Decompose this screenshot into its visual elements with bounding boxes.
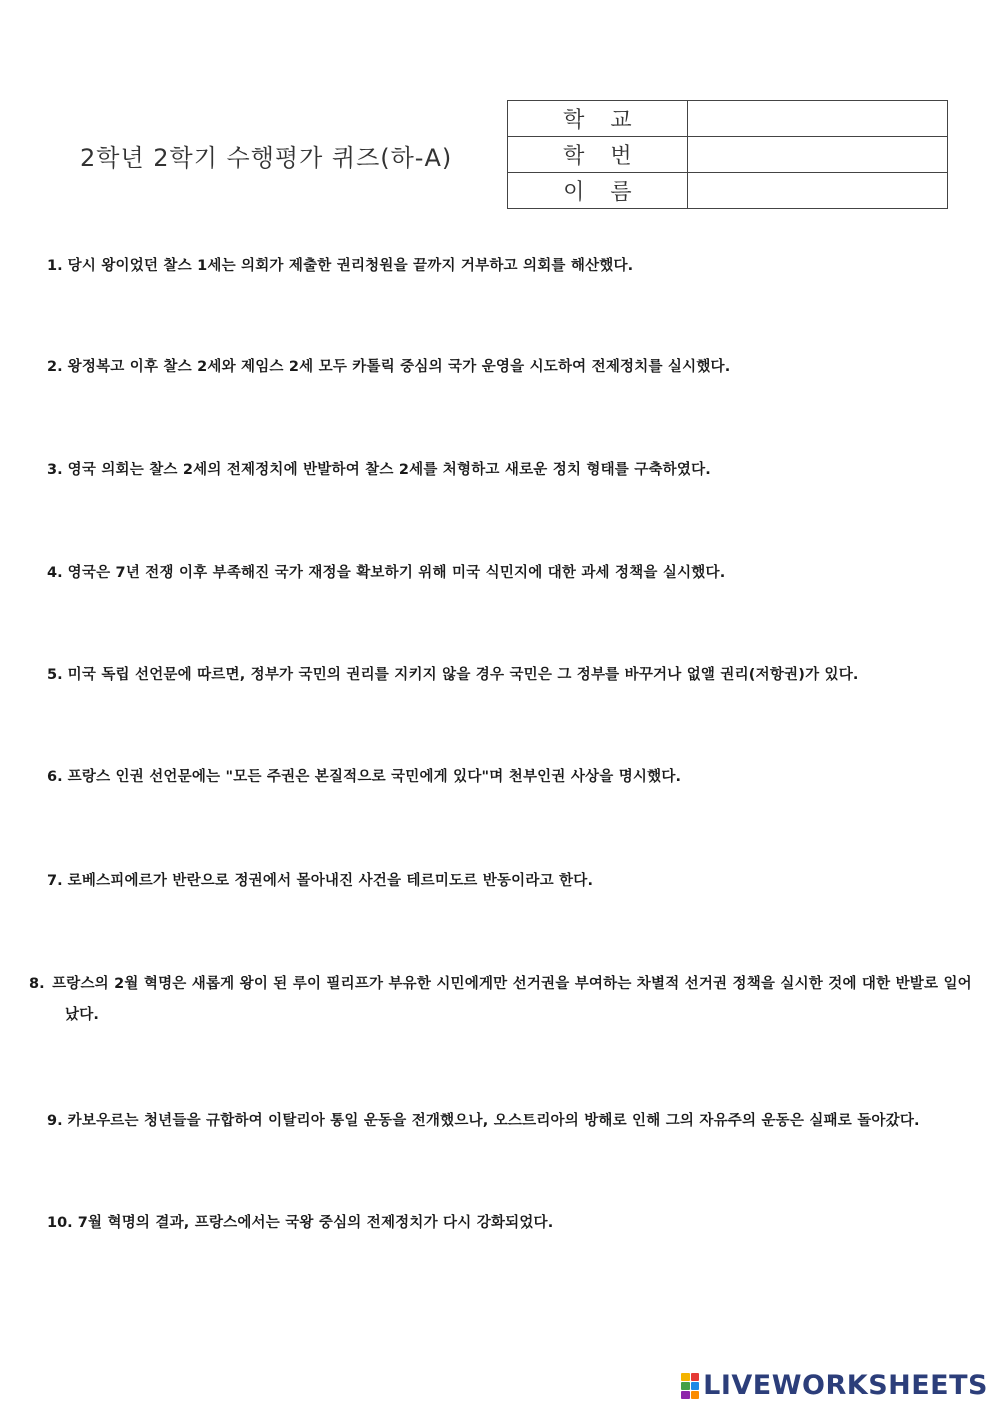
- student-info-table: [507, 100, 948, 209]
- question-number: 5.: [47, 667, 63, 683]
- logo-text: LIVEWORKSHEETS: [703, 1370, 988, 1401]
- question-5: [47, 660, 957, 691]
- question-number: 6.: [47, 769, 63, 785]
- logo-square: [681, 1373, 690, 1381]
- question-text: 프랑스 인권 선언문에는 "모든 주권은 본질적으로 국민에게 있다"며 천부인권 사상을 명시했다.: [67, 769, 682, 785]
- question-text: 왕정복고 이후 찰스 2세와 제임스 2세 모두 카톨릭 중심의 국가 운영을 시도하여 전제정치를 실시했다.: [67, 359, 731, 375]
- info-row-name: [508, 173, 948, 209]
- question-10: [47, 1208, 957, 1239]
- logo-square: [681, 1382, 690, 1390]
- logo-square: [691, 1391, 700, 1399]
- question-text: 프랑스의 2월 혁명은 새롭게 왕이 된 루이 필리프가 부유한 시민에게만 선거권을 부여하는 차별적 선거권 정책을 실시한 것에 대한 반발로 일어났다.: [52, 976, 972, 1023]
- question-text: 당시 왕이었던 찰스 1세는 의회가 제출한 권리청원을 끝까지 거부하고 의회를 해산했다.: [67, 258, 634, 274]
- info-label-student-number: 학번: [508, 137, 688, 173]
- question-number: 10.: [47, 1215, 73, 1231]
- info-label-name: 이름: [508, 173, 688, 209]
- question-text: 미국 독립 선언문에 따르면, 정부가 국민의 권리를 지키지 않을 경우 국민은 그 정부를 바꾸거나 없앨 권리(저항권)가 있다.: [67, 667, 859, 683]
- question-2: [47, 352, 957, 383]
- question-3: [47, 455, 957, 486]
- question-text: 영국은 7년 전쟁 이후 부족해진 국가 재정을 확보하기 위해 미국 식민지에 대한 과세 정책을 실시했다.: [67, 565, 726, 581]
- question-8: 8. 프랑스의 2월 혁명은 새롭게 왕이 된 루이 필리프가 부유한 시민에게만 선거권을 부여하는 차별적 선거권 정책을 실시한 것에 대한 반발로 일어났다.: [29, 976, 972, 1023]
- question-number: 3.: [47, 462, 63, 478]
- info-label-school: 학교: [508, 101, 688, 137]
- info-value-student-number[interactable]: [687, 137, 947, 173]
- question-7: [47, 866, 957, 897]
- question-6: [47, 762, 957, 793]
- info-value-school[interactable]: [687, 101, 947, 137]
- question-4: [47, 558, 957, 589]
- logo-square: [681, 1391, 690, 1399]
- question-9: [47, 1106, 957, 1137]
- logo-square: [691, 1382, 700, 1390]
- liveworksheets-logo-icon: [681, 1373, 699, 1399]
- question-number: 9.: [47, 1113, 63, 1129]
- liveworksheets-logo: [681, 1370, 988, 1401]
- question-text: 영국 의회는 찰스 2세의 전제정치에 반발하여 찰스 2세를 처형하고 새로운 정치 형태를 구축하였다.: [67, 462, 712, 478]
- question-text: 카보우르는 청년들을 규합하여 이탈리아 통일 운동을 전개했으나, 오스트리아의 방해로 인해 그의 자유주의 운동은 실패로 돌아갔다.: [67, 1113, 920, 1129]
- question-number: 4.: [47, 565, 63, 581]
- page-title: 2학년 2학기 수행평가 퀴즈(하-A): [80, 144, 453, 172]
- info-value-name[interactable]: [687, 173, 947, 209]
- logo-square: [691, 1373, 700, 1381]
- info-row-school: [508, 101, 948, 137]
- question-number: 2.: [47, 359, 63, 375]
- question-text: 7월 혁명의 결과, 프랑스에서는 국왕 중심의 전제정치가 다시 강화되었다.: [77, 1215, 554, 1231]
- question-1: [47, 251, 957, 282]
- question-number: 7.: [47, 873, 63, 889]
- question-number: 1.: [47, 258, 63, 274]
- info-row-student-number: [508, 137, 948, 173]
- question-text: 로베스피에르가 반란으로 정권에서 몰아내진 사건을 테르미도르 반동이라고 한다.: [67, 873, 594, 889]
